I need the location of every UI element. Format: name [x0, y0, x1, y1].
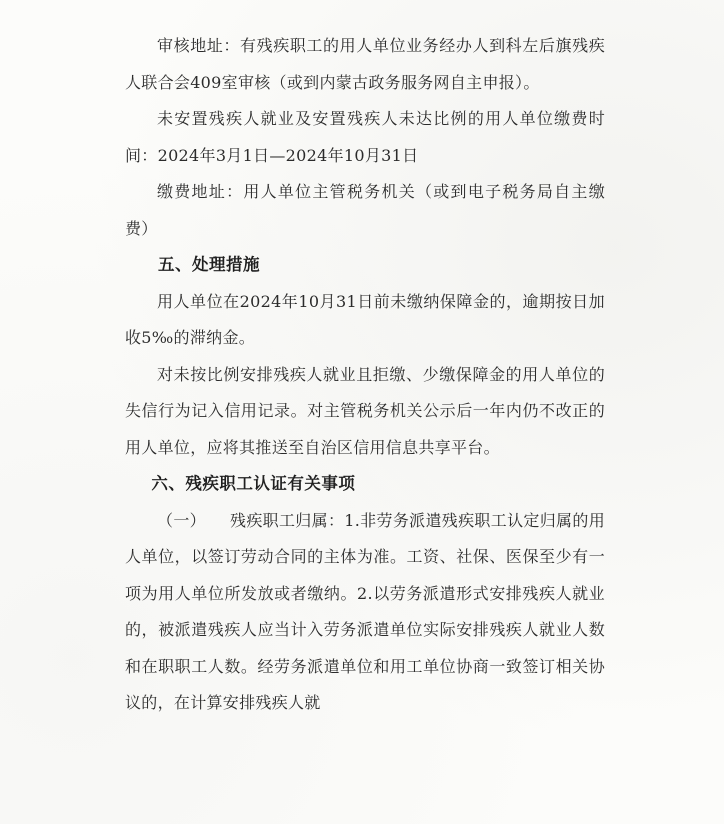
payment-time-paragraph: 未安置残疾人就业及安置残疾人未达比例的用人单位缴费时间：2024年3月1日—2024年10月31日 [125, 109, 605, 165]
item-1-label: （一） [157, 510, 206, 530]
disabled-employee-attribution-paragraph [125, 503, 605, 722]
item-1-text: 残疾职工归属：1.非劳务派遣残疾职工认定归属的用人单位，以签订劳动合同的主体为准。工资、社保、医保至少有一项为用人单位所发放或者缴纳。2.以劳务派遣形式安排残疾人就业的，被派遣残疾人应当计入劳务派遣单位实际安排残疾人就业人数和在职职工人数。经劳务派遣单位和用工单位协商一致签订相关协议的，在计算安排残疾人就 [125, 510, 606, 712]
payment-address-paragraph: 缴费地址：用人单位主管税务机关（或到电子税务局自主缴费） [125, 182, 605, 238]
document-body [125, 28, 605, 722]
audit-address-paragraph: 审核地址：有残疾职工的用人单位业务经办人到科左后旗残疾人联合会409室审核（或到内蒙古政务服务网自主申报）。 [125, 36, 605, 92]
section-5-heading: 五、处理措施 [158, 255, 260, 274]
credit-record-paragraph: 对未按比例安排残疾人就业且拒缴、少缴保障金的用人单位的失信行为记入信用记录。对主管税务机关公示后一年内仍不改正的用人单位，应将其推送至自治区信用信息共享平台。 [125, 364, 605, 457]
section-6-heading: 六、残疾职工认证有关事项 [151, 474, 356, 493]
late-fee-paragraph: 用人单位在2024年10月31日前未缴纳保障金的，逾期按日加收5‰的滞纳金。 [125, 291, 605, 347]
